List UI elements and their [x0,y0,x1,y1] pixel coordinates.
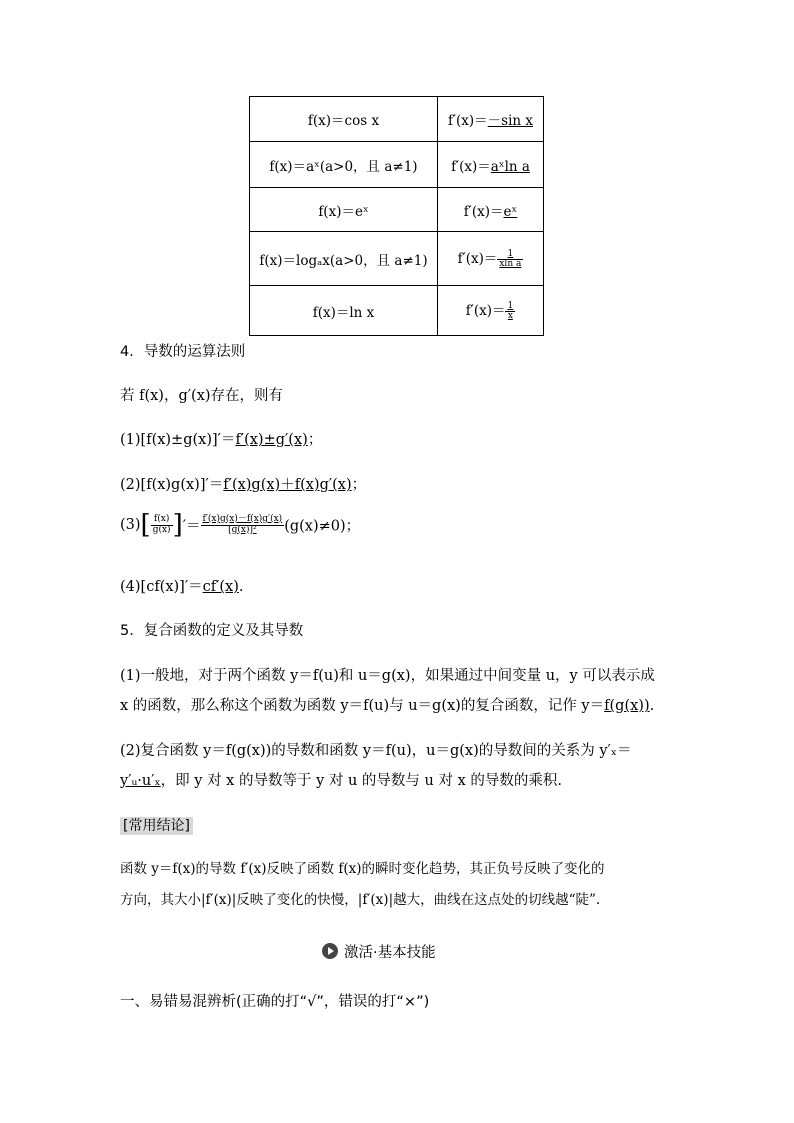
p1-line2-answer: f(g(x)) [604,698,650,714]
rule-4-lhs: (4)[cf(x)]′＝ [120,579,203,595]
derivative-cell [438,97,544,142]
function-cell [250,142,438,188]
derivative-value: eˣ [503,203,518,220]
activation-heading [322,941,436,962]
rule-3-condition: (g(x)≠0)； [284,518,361,535]
fraction-denominator: x [507,311,513,322]
section-5-title: 5．复合函数的定义及其导数 [120,623,304,639]
fraction-denominator: xln a [499,259,522,270]
table-row [250,142,544,188]
conclusion-line2: 方向，其大小|f′(x)|反映了变化的快慢，|f′(x)|越大，曲线在这点处的切线越“陡”. [120,892,601,908]
section-5-p2-line1: (2)复合函数 y＝f(g(x))的导数和函数 y＝f(u)，u＝g(x)的导数间的关系为 y′ₓ＝ [120,743,632,759]
section-4-title: 4．导数的运算法则 [120,344,246,360]
rule-2-lhs: (2)[f(x)g(x)]′＝ [120,477,224,493]
derivative-fraction [497,250,523,270]
section-4-intro: 若 f(x)，g′(x)存在，则有 [120,388,284,404]
rule-3-numerator: f′(x)g(x)－f(x)g′(x) [202,513,283,524]
conclusion-line1: 函数 y＝f(x)的导数 f′(x)反映了函数 f(x)的瞬时变化趋势，其正负号反映了变化的 [120,861,605,877]
rule-1-rhs: f′(x)±g′(x) [235,432,308,448]
rule-4 [120,575,244,596]
p1-line2-text: x 的函数，那么称这个函数为函数 y＝f(u)与 u＝g(x)的复合函数，记作 y＝ [120,698,605,714]
rule-1-lhs: (1)[f(x)±g(x)]′＝ [120,432,236,448]
section-5-p1-line1: (1)一般地，对于两个函数 y＝f(u)和 u＝g(x)，如果通过中间变量 u，y 可以表示成 [120,668,655,684]
rule-4-rhs: cf′(x) [202,579,239,595]
function-cell [250,97,438,142]
derivative-prefix: f′(x)＝ [465,303,506,320]
exercise-heading: 一、易错易混辨析(正确的打“√”，错误的打“×”) [120,994,430,1010]
derivative-value: aˣln a [490,158,530,175]
rule-1-end: ； [307,432,323,448]
derivative-cell [438,286,544,336]
derivative-prefix: f′(x)＝ [451,158,491,175]
rule-2-end: ； [351,477,367,493]
inner-denominator: g(x) [152,524,171,535]
fraction-numerator: 1 [497,250,523,260]
rule-3 [120,512,360,538]
p1-line2-end: . [649,698,655,714]
rule-2-rhs: f′(x)g(x)＋f(x)g′(x) [223,477,352,493]
rule-3-fraction [201,515,285,536]
table-row [250,97,544,142]
function-cell [250,232,438,286]
rule-3-denominator: [g(x)]² [228,524,257,535]
fraction-numerator: 1 [507,300,514,311]
rule-3-prime: ′＝ [182,518,201,535]
function-text: f(x)＝cos x [307,113,380,129]
function-text: f(x)＝ln x [312,304,375,321]
play-circle-icon [322,943,338,959]
table-row [250,286,544,336]
activation-title: 激活·基本技能 [344,945,436,961]
table-row [250,188,544,232]
derivative-prefix: f′(x)＝ [457,251,498,268]
inner-numerator: f(x) [151,515,173,526]
section-5-p2-line2 [120,769,562,790]
derivative-cell [438,232,544,286]
p2-line2-answer: y′ᵤ·u′ₓ [120,773,161,789]
rule-3-inner-fraction [151,515,173,536]
right-bracket: ] [172,510,183,540]
derivative-fraction [505,302,515,322]
derivative-prefix: f′(x)＝ [463,203,504,220]
function-cell [250,286,438,336]
function-cell [250,188,438,232]
derivative-cell [438,142,544,188]
left-bracket: [ [140,510,151,540]
section-5-p1-line2 [120,694,654,715]
rule-3-label: (3) [120,517,141,533]
derivative-table [249,96,544,336]
p2-line2-text: ，即 y 对 x 的导数等于 y 对 u 的导数与 u 对 x 的导数的乘积. [160,773,562,789]
conclusion-tag-label: [常用结论] [120,817,193,835]
derivative-prefix: f′(x)＝ [447,113,488,129]
table-row [250,232,544,286]
derivative-value: －sin x [487,113,534,129]
function-text: f(x)＝eˣ [318,203,369,220]
function-text: f(x)＝logₐx(a>0，且 a≠1) [259,252,428,269]
rule-1 [120,428,322,449]
rule-4-end: . [238,579,244,595]
conclusion-tag [120,815,193,835]
rule-2 [120,473,366,494]
derivative-cell [438,188,544,232]
function-text: f(x)＝aˣ(a>0，且 a≠1) [269,158,418,175]
